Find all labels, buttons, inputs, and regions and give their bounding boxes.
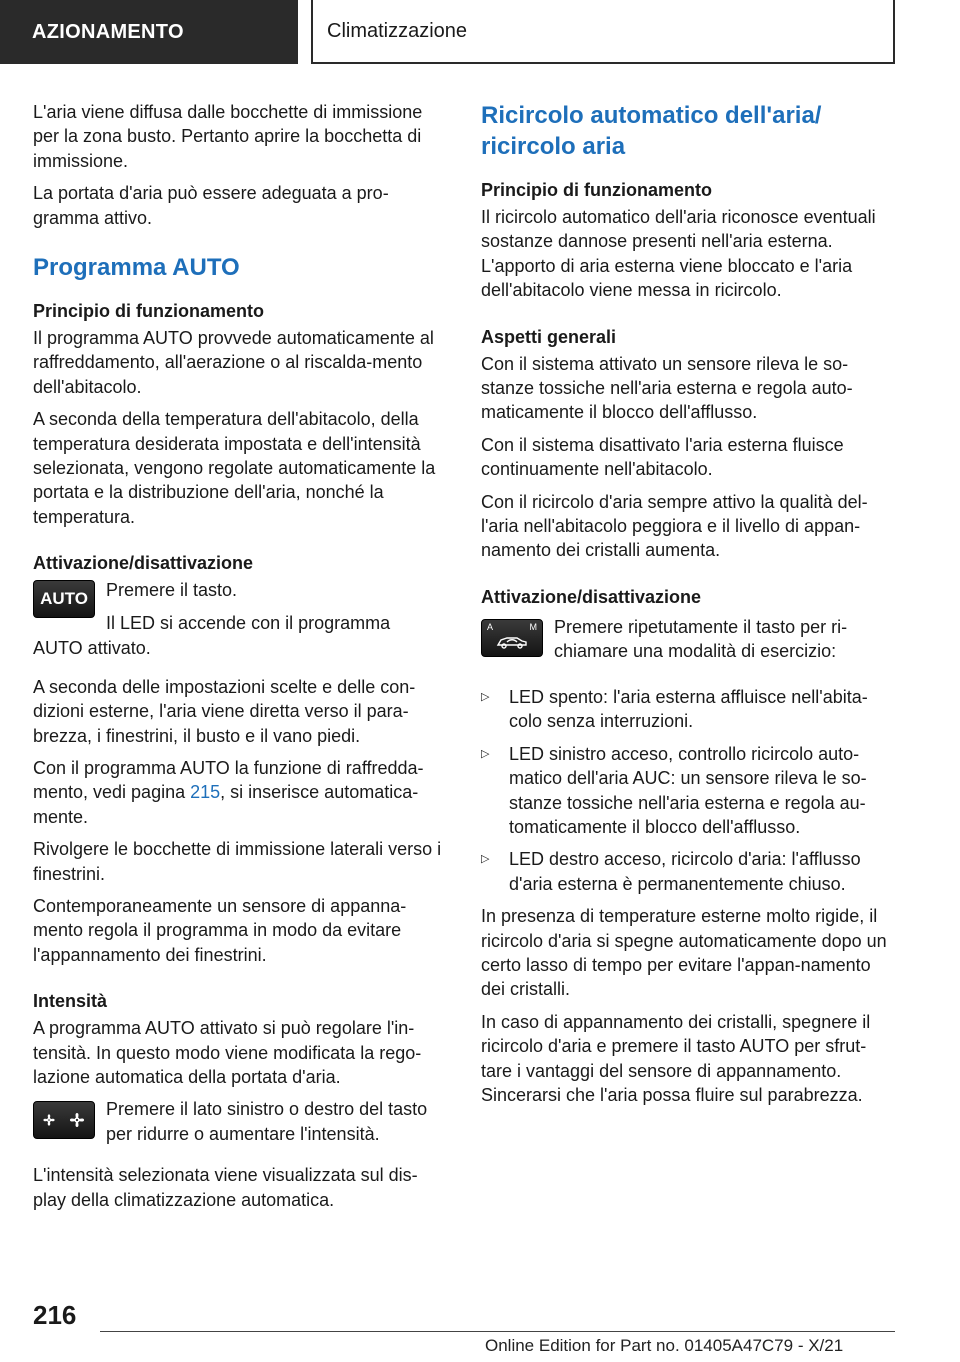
auto-button-label: AUTO <box>40 589 88 609</box>
subheading-principle: Principio di funzionamento <box>33 301 264 322</box>
subheading-activation: Attivazione/disattivazione <box>33 553 254 574</box>
triangle-bullet-icon: ▷ <box>481 853 490 866</box>
manual-mode-label: M <box>529 621 537 632</box>
paragraph: Con il sistema attivato un sensore rileva le so-stanze tossiche nell'aria esterna e regola auto-maticamente il blocco dell'afflusso. <box>481 353 853 423</box>
header-section-label: AZIONAMENTO <box>32 20 184 43</box>
paragraph: AUTO attivato. <box>33 638 151 659</box>
subheading-activation: Attivazione/disattivazione <box>481 586 702 607</box>
section-heading-recirculation: Ricircolo automatico dell'aria/ ricircolo aria <box>481 102 822 160</box>
fan-small-icon <box>42 1113 56 1127</box>
paragraph: Il ricircolo automatico dell'aria riconosce eventuali sostanze dannose presenti nell'aria esterna. L'apporto di aria esterna viene bloccato e l'aria dell'abitacolo viene messa in ricircolo. <box>481 207 876 301</box>
triangle-bullet-icon: ▷ <box>481 747 490 760</box>
section-heading-auto: Programma AUTO <box>33 254 240 282</box>
list-item: ▷ LED destro acceso, ricircolo d'aria: l'afflusso d'aria esterna è permanentemente chiuso. <box>481 849 861 894</box>
auc-mode-label: A <box>487 621 494 632</box>
paragraph: Premere il tasto. <box>106 580 238 601</box>
list-item: ▷ LED sinistro acceso, controllo ricircolo auto-matico dell'aria AUC: un sensore rileva le so-stanze tossiche nell'aria esterna e regola au-tomaticamente il blocco dell'afflusso. <box>481 743 867 837</box>
paragraph: Premere il lato sinistro o destro del tasto per ridurre o aumentare l'intensità. <box>106 1099 428 1144</box>
page-number: 216 <box>33 1300 77 1330</box>
paragraph: In caso di appannamento dei cristalli, spegnere il ricircolo d'aria e premere il tasto AUTO per sfrut-tare i vantaggi del sensore di appannamento. Sincerarsi che l'aria possa fluire sul parabrezza. <box>481 1011 871 1105</box>
recirculation-button-instruction <box>481 615 896 671</box>
intensity-button-instruction <box>33 1097 449 1155</box>
paragraph: Contemporaneamente un sensore di appanna-mento regola il programma in modo da evitare l'appannamento dei finestrini. <box>33 895 407 965</box>
left-column <box>33 100 449 1220</box>
paragraph: La portata d'aria può essere adeguata a pro-gramma attivo. <box>33 183 389 228</box>
paragraph: L'aria viene diffusa dalle bocchette di immissione per la zona busto. Pertanto aprire la bocchetta di immissione. <box>33 102 423 171</box>
auto-button-icon <box>33 580 95 618</box>
list-item: ▷ LED spento: l'aria esterna affluisce nell'abita-colo senza interruzioni. <box>481 686 868 732</box>
paragraph: Premere ripetutamente il tasto per ri-chiamare una modalità di esercizio: <box>554 616 848 662</box>
paragraph: In presenza di temperature esterne molto rigide, il ricircolo d'aria si spegne automaticamente dopo un certo lasso di tempo per evitare l'appan-namento dei cristalli. <box>481 906 887 1000</box>
paragraph: Con il ricircolo d'aria sempre attivo la qualità del-l'aria nell'abitacolo peggiora e il livello di appan-namento dei cristalli aumenta. <box>481 491 868 561</box>
footer-edition: Online Edition for Part no. 01405A47C79 - X/21 <box>485 1336 844 1355</box>
paragraph: L'intensità selezionata viene visualizzata sul dis-play della climatizzazione automatica. <box>33 1165 418 1210</box>
header-section-tab <box>0 0 298 64</box>
paragraph: Il programma AUTO provvede automaticamente al raffreddamento, all'aerazione o al riscalda-mento dell'abitacolo. <box>33 328 434 397</box>
paragraph: A programma AUTO attivato si può regolare l'in-tensità. In questo modo viene modificata la rego-lazione automatica della portata d'aria. <box>33 1018 422 1087</box>
header-chapter-tab <box>311 0 895 64</box>
auto-button-instruction <box>33 578 449 636</box>
car-recirculation-icon <box>495 632 529 650</box>
triangle-bullet-icon: ▷ <box>481 690 490 703</box>
paragraph: Rivolgere le bocchette di immissione laterali verso i finestrini. <box>33 839 442 884</box>
subheading-general: Aspetti generali <box>481 326 617 347</box>
subheading-principle: Principio di funzionamento <box>481 180 712 200</box>
mode-list <box>481 685 896 896</box>
recirculation-button-icon <box>481 619 543 657</box>
fan-intensity-button-icon <box>33 1101 95 1139</box>
subheading-intensity: Intensità <box>33 991 108 1012</box>
page-link[interactable]: 215 <box>190 782 221 803</box>
header-chapter-label: Climatizzazione <box>327 19 468 42</box>
paragraph: Con il sistema disattivato l'aria esterna fluisce continuamente nell'abitacolo. <box>481 434 844 480</box>
paragraph: Con il programma AUTO la funzione di raffredda-mento, vedi pagina 215, si inserisce automatica-mente. <box>33 757 424 827</box>
footer-divider <box>100 1331 895 1332</box>
paragraph: A seconda della temperatura dell'abitacolo, della temperatura desiderata impostata e dell'intensità selezionata, vengono regolate automaticamente la portata e la distribuzione dell'aria, nonché la temperatura. <box>33 409 436 527</box>
fan-large-icon <box>68 1111 86 1129</box>
paragraph: A seconda delle impostazioni scelte e delle con-dizioni esterne, l'aria viene diretta verso il para-brezza, i finestrini, il busto e il vano piedi. <box>33 676 416 746</box>
paragraph: Il LED si accende con il programma <box>106 612 391 633</box>
right-column <box>481 100 896 1115</box>
